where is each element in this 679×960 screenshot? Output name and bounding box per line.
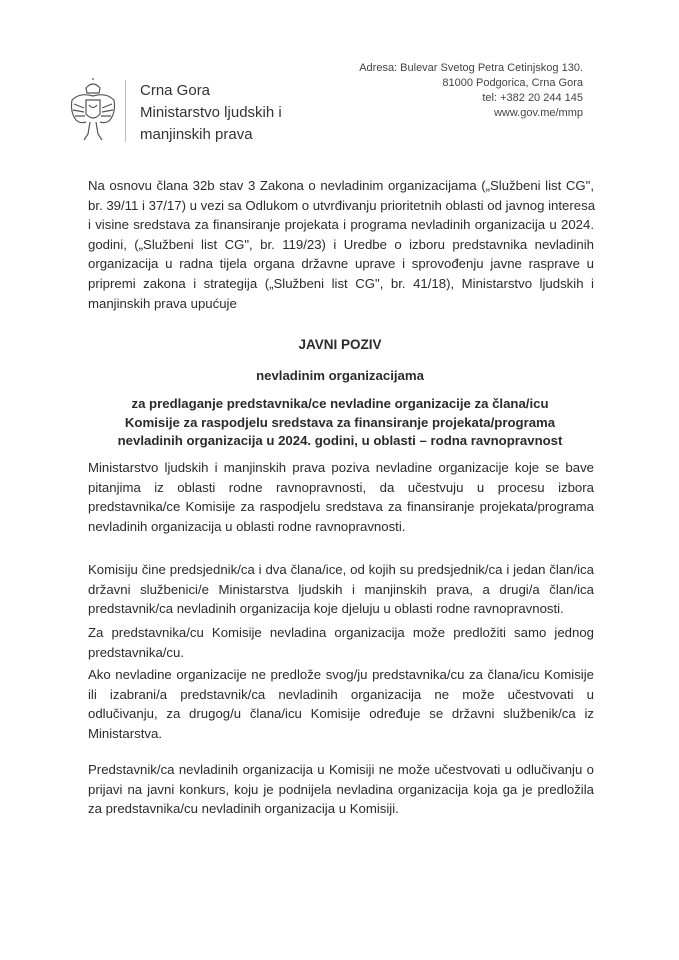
text-line: predstavnika/ce Komisije za raspodjelu sredstava za finansiranje projekata/programa	[88, 499, 594, 515]
document-subtitle: nevladinim organizacijama	[256, 368, 424, 383]
text-line: br. 39/11 i 37/17) u vezi sa Odlukom o utvrđivanju prioritetnih oblasti od javnog interesa	[88, 197, 596, 213]
header-divider	[125, 80, 126, 142]
text-line: i visine sredstava za finansiranje projekata i programa nevladinih organizacija u 2024.	[88, 217, 594, 233]
text-line: godini, („Službeni list CG", br. 119/23) i Uredbe o izboru predstavnika nevladinih	[88, 236, 594, 252]
body-paragraph-1	[88, 458, 594, 536]
heading-line: Komisije za raspodjelu sredstava za finansiranje projekata/programa	[124, 414, 556, 430]
text-line: pitanjima iz oblasti rodne ravnopravnosti, da učestvuju u procesu izbora	[88, 479, 594, 495]
text-line: manjinskih prava upućuje	[88, 295, 237, 311]
heading-line: za predlaganje predstavnika/ce nevladine organizacije za člana/icu	[131, 396, 549, 411]
text-line: Na osnovu člana 32b stav 3 Zakona o nevladinim organizacijama („Službeni list CG",	[88, 178, 594, 193]
text-line: državni službenici/e Ministarstva ljudskih i manjinskih prava, a drugi/a član/ica	[88, 581, 594, 597]
text-line: nevladinih organizacija u oblasti rodne ravnopravnosti.	[88, 518, 406, 534]
text-line: ili izabrani/a predstavnik/ca nevladinih organizacija ne može učestvovati u	[88, 686, 594, 702]
intro-paragraph	[88, 176, 594, 313]
text-line: organizacija u radna tijela organa državne uprave i sprovođenju javne rasprave u	[88, 256, 594, 272]
body-paragraph-2	[88, 560, 594, 619]
text-line: odlučivanju, za drugog/u člana/icu Komisije određuje se državni službenik/ca iz	[88, 706, 594, 722]
document-heading	[60, 395, 620, 451]
address-street: Adresa: Bulevar Svetog Petra Cetinjskog 130.	[359, 62, 583, 74]
text-line: predstavnik/ca nevladinih organizacija koje djeluju u oblasti rodne ravnopravnosti.	[88, 601, 564, 617]
text-line: Ako nevladine organizacije ne predlože svog/ju predstavnika/cu za člana/icu Komisije	[88, 667, 594, 682]
body-paragraph-5	[88, 760, 594, 819]
document-title: JAVNI POZIV	[298, 337, 382, 352]
address-city: 81000 Podgorica, Crna Gora	[442, 77, 583, 89]
text-line: pripremi zakona i strategija („Službeni list CG", br. 41/18), Ministarstvo ljudskih i	[88, 275, 594, 291]
text-line: Ministarstvo ljudskih i manjinskih prava poziva nevladine organizacije koje se bave	[88, 460, 594, 475]
address-block	[359, 61, 583, 121]
ministry-name-line2: manjinskih prava	[140, 126, 253, 143]
heading-line: nevladinih organizacija u 2024. godini, u oblasti – rodna ravnopravnost	[117, 433, 563, 448]
country-name: Crna Gora	[140, 82, 211, 99]
text-line: za predstavnika/cu nevladinih organizacija u Komisiji.	[88, 801, 399, 817]
text-line: Ministarstva.	[88, 725, 163, 741]
coat-of-arms-emblem	[68, 78, 118, 144]
address-phone: tel: +382 20 244 145	[482, 92, 583, 104]
body-paragraph-4	[88, 665, 594, 743]
text-line: Komisiju čine predsjednik/ca i dva člana/ice, od kojih su predsjednik/ca i jedan član/ica	[88, 562, 594, 577]
text-line: prijavi na javni konkurs, koju je podnijela nevladina organizacija koja ga je predložila	[88, 781, 594, 797]
text-line: predstavnika/cu.	[88, 644, 185, 660]
ministry-name-line1: Ministarstvo ljudskih i	[140, 104, 282, 121]
text-line: Predstavnik/ca nevladinih organizacija u Komisiji ne može učestvovati u odlučivanju o	[88, 762, 594, 777]
body-paragraph-3	[88, 623, 594, 662]
text-line: Za predstavnika/cu Komisije nevladina organizacija može predložiti samo jednog	[88, 625, 594, 640]
address-website: www.gov.me/mmp	[493, 107, 583, 119]
